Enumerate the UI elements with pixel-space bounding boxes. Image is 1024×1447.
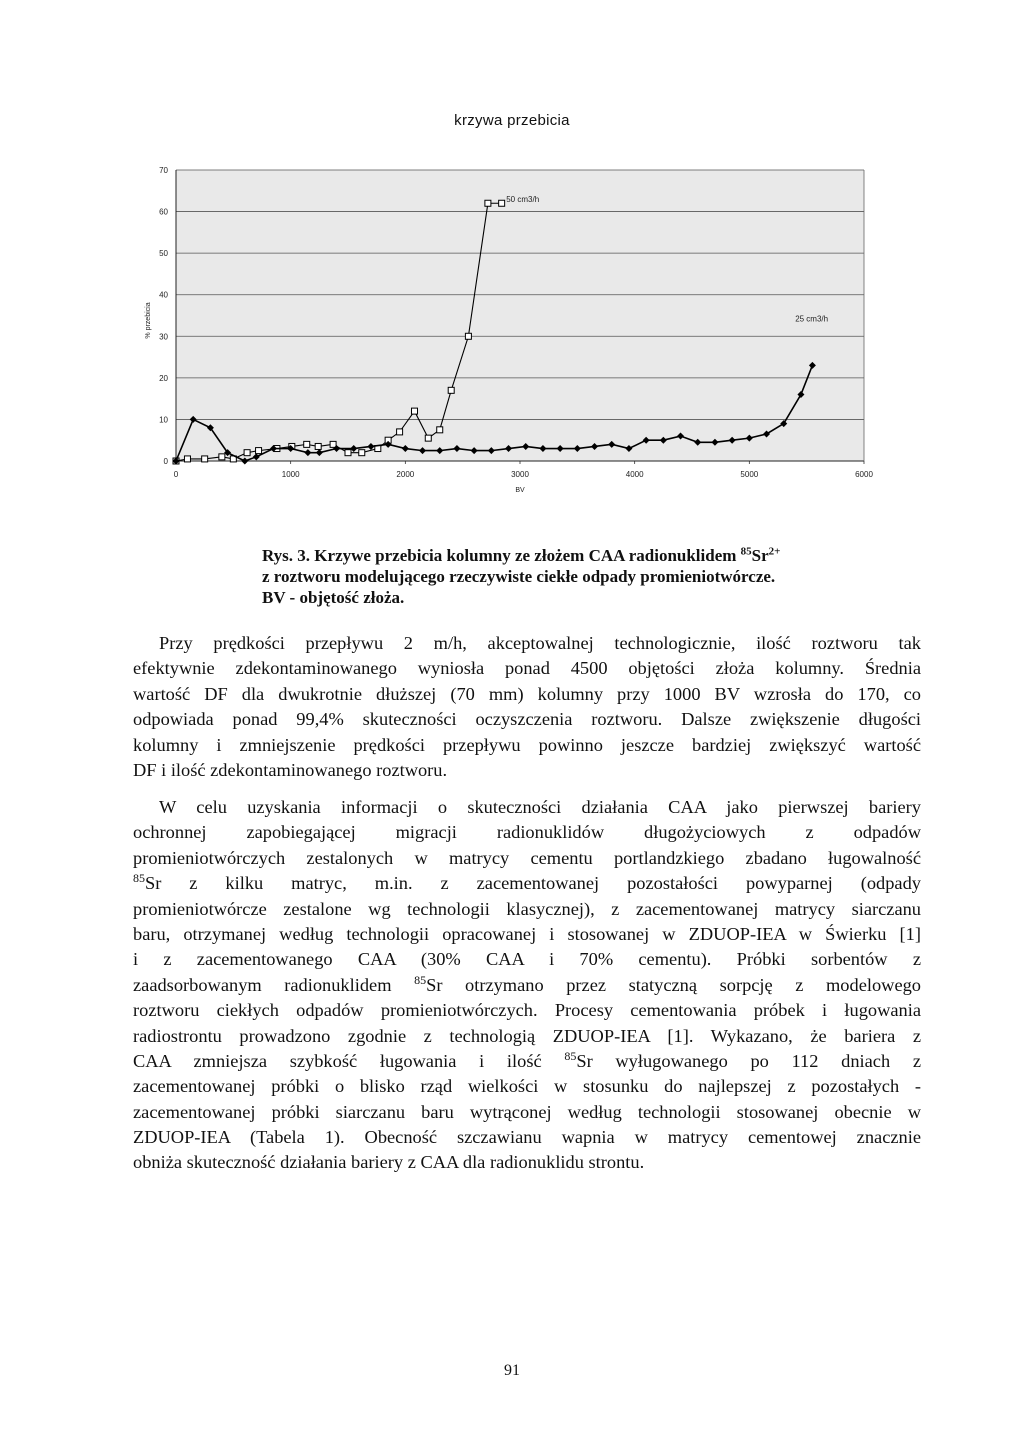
paragraph-line: promieniotwórcze zestalone wg technologii klasycznej), z zacementowanej matrycy siarczanu bbox=[133, 898, 921, 919]
paragraph-line-text: Sr otrzymano przez statyczną sorpcję z modelowego bbox=[426, 974, 922, 995]
y-tick-label: 0 bbox=[163, 457, 168, 466]
paragraph-leaching bbox=[133, 795, 921, 1176]
series-point-open-square bbox=[499, 200, 505, 206]
paragraph-line: wartość DF dla dwukrotnie dłuższej (70 mm) kolumny przy 1000 BV wzrosła do 170, co bbox=[133, 683, 921, 704]
series-point-open-square bbox=[465, 333, 471, 339]
y-tick-label: 50 bbox=[159, 249, 168, 259]
paragraph-line: DF i ilość zdekontaminowanego roztworu. bbox=[133, 759, 448, 780]
plot-area bbox=[176, 170, 864, 461]
caption-isotope-mass: 85 bbox=[740, 545, 752, 558]
caption-line-1 bbox=[262, 545, 962, 566]
series-annotation-25: 25 cm3/h bbox=[795, 314, 829, 324]
x-tick-label: 1000 bbox=[281, 470, 300, 479]
isotope-superscript: 85 bbox=[133, 871, 145, 886]
series-point-open-square bbox=[397, 429, 403, 435]
x-tick-label: 2000 bbox=[396, 470, 415, 479]
paragraph-line: zacementowanej próbki o blisko rząd wielkości w stosunku do najlepszej z pozostałych - bbox=[133, 1076, 921, 1097]
y-tick-label: 20 bbox=[159, 373, 168, 383]
paragraph-line bbox=[133, 1049, 921, 1074]
x-tick-label: 0 bbox=[173, 470, 179, 479]
paragraph-line: odpowiada ponad 99,4% skuteczności oczyszczenia roztworu. Dalsze zwiększenie długości bbox=[133, 709, 921, 730]
chart-title: krzywa przebicia bbox=[454, 112, 570, 129]
paragraph-line: radiostrontu prowadzono zgodnie z technologią ZDUOP-IEA [1]. Wykazano, że bariera z bbox=[133, 1025, 921, 1046]
page-number: 91 bbox=[504, 1362, 520, 1379]
caption-isotope-symbol: Sr bbox=[751, 546, 769, 565]
paragraph-line: Przy prędkości przepływu 2 m/h, akceptowalnej technologicznie, ilość roztworu tak bbox=[159, 633, 921, 653]
figure-caption bbox=[262, 545, 962, 608]
paragraph-line: efektywnie zdekontaminowanego wyniosła ponad 4500 objętości złoża kolumny. Średnia bbox=[133, 658, 921, 679]
series-point-open-square bbox=[437, 427, 443, 433]
paragraph-line-text: zaadsorbowanym radionuklidem bbox=[133, 974, 415, 995]
y-axis-label: % przebicia bbox=[145, 302, 152, 339]
caption-line-1-text: Rys. 3. Krzywe przebicia kolumny ze złożem CAA radionuklidem bbox=[262, 546, 741, 565]
paragraph-line-text: Sr wyługowanego po 112 dniach z bbox=[576, 1050, 922, 1071]
y-tick-label: 70 bbox=[159, 166, 168, 175]
isotope-superscript: 85 bbox=[414, 972, 427, 987]
series-point-open-square bbox=[184, 456, 190, 462]
series-point-open-square bbox=[256, 448, 262, 454]
x-tick-label: 4000 bbox=[625, 470, 644, 479]
series-point-open-square bbox=[345, 450, 351, 456]
paragraph-line: ochronnej zapobiegającej migracji radionuklidów długożyciowych z odpadów bbox=[133, 822, 921, 843]
series-point-open-square bbox=[304, 441, 310, 447]
x-axis-label: BV bbox=[515, 487, 525, 494]
paragraph-flow-rate bbox=[133, 631, 921, 783]
series-point-open-square bbox=[202, 456, 208, 462]
paragraph-line: i z zacementowanego CAA (30% CAA i 70% cementu). Próbki sorbentów z bbox=[133, 949, 921, 970]
y-tick-label: 60 bbox=[159, 207, 168, 217]
paragraph-line: roztworu ciekłych odpadów promieniotwórczych. Procesy cementowania próbek i ługowania bbox=[133, 1000, 921, 1021]
x-tick-label: 6000 bbox=[855, 470, 873, 479]
paragraph-line bbox=[133, 871, 921, 896]
caption-line-3: BV - objętość złoża. bbox=[262, 588, 405, 607]
x-tick-label: 5000 bbox=[740, 470, 759, 479]
paragraph-line: zacementowanej próbki siarczanu baru wytrąconej według technologii stosowanej obecnie w bbox=[133, 1101, 921, 1122]
series-point-open-square bbox=[244, 450, 250, 456]
paragraph-line: W celu uzyskania informacji o skuteczności działania CAA jako pierwszej bariery bbox=[159, 797, 921, 817]
x-tick-label: 3000 bbox=[511, 470, 529, 479]
paragraph-line: obniża skuteczność działania bariery z CAA dla radionuklidu strontu. bbox=[133, 1152, 645, 1173]
caption-isotope-charge: 2+ bbox=[768, 545, 781, 558]
y-tick-label: 30 bbox=[159, 332, 168, 342]
y-tick-label: 40 bbox=[159, 290, 168, 300]
series-annotation-50: 50 cm3/h bbox=[506, 195, 540, 205]
paragraph-line-text: CAA zmniejsza szybkość ługowania i ilość bbox=[133, 1050, 565, 1071]
paragraph-line bbox=[133, 973, 921, 998]
series-point-open-square bbox=[219, 454, 225, 460]
y-tick-label: 10 bbox=[159, 415, 168, 425]
paragraph-line: ZDUOP-IEA (Tabela 1). Obecność szczawianu wapnia w matrycy cementowej znacznie bbox=[133, 1127, 921, 1148]
series-point-open-square bbox=[448, 387, 454, 393]
series-point-open-square bbox=[485, 200, 491, 206]
paragraph-line-text: Sr z kilku matryc, m.in. z zacementowanej pozostałości powyparnej (odpady bbox=[145, 873, 921, 894]
isotope-superscript: 85 bbox=[564, 1048, 577, 1063]
paragraph-line: kolumny i zmniejszenie prędkości przepływu powinno jeszcze bardziej zwiększyć wartość bbox=[133, 734, 921, 755]
paragraph-line: baru, otrzymanej według technologii opracowanej i stosowanej w ZDUOP-IEA w Świerku [1] bbox=[133, 923, 921, 944]
series-point-open-square bbox=[315, 443, 321, 449]
series-point-open-square bbox=[412, 408, 418, 414]
paragraph-line: promieniotwórczych zestalonych w matrycy cementu portlandzkiego zbadano ługowalność bbox=[133, 847, 921, 868]
caption-line-2: z roztworu modelującego rzeczywiste ciekłe odpady promieniotwórcze. bbox=[262, 567, 776, 586]
series-point-open-square bbox=[359, 450, 365, 456]
series-point-open-square bbox=[425, 435, 431, 441]
breakthrough-chart bbox=[0, 0, 1024, 540]
